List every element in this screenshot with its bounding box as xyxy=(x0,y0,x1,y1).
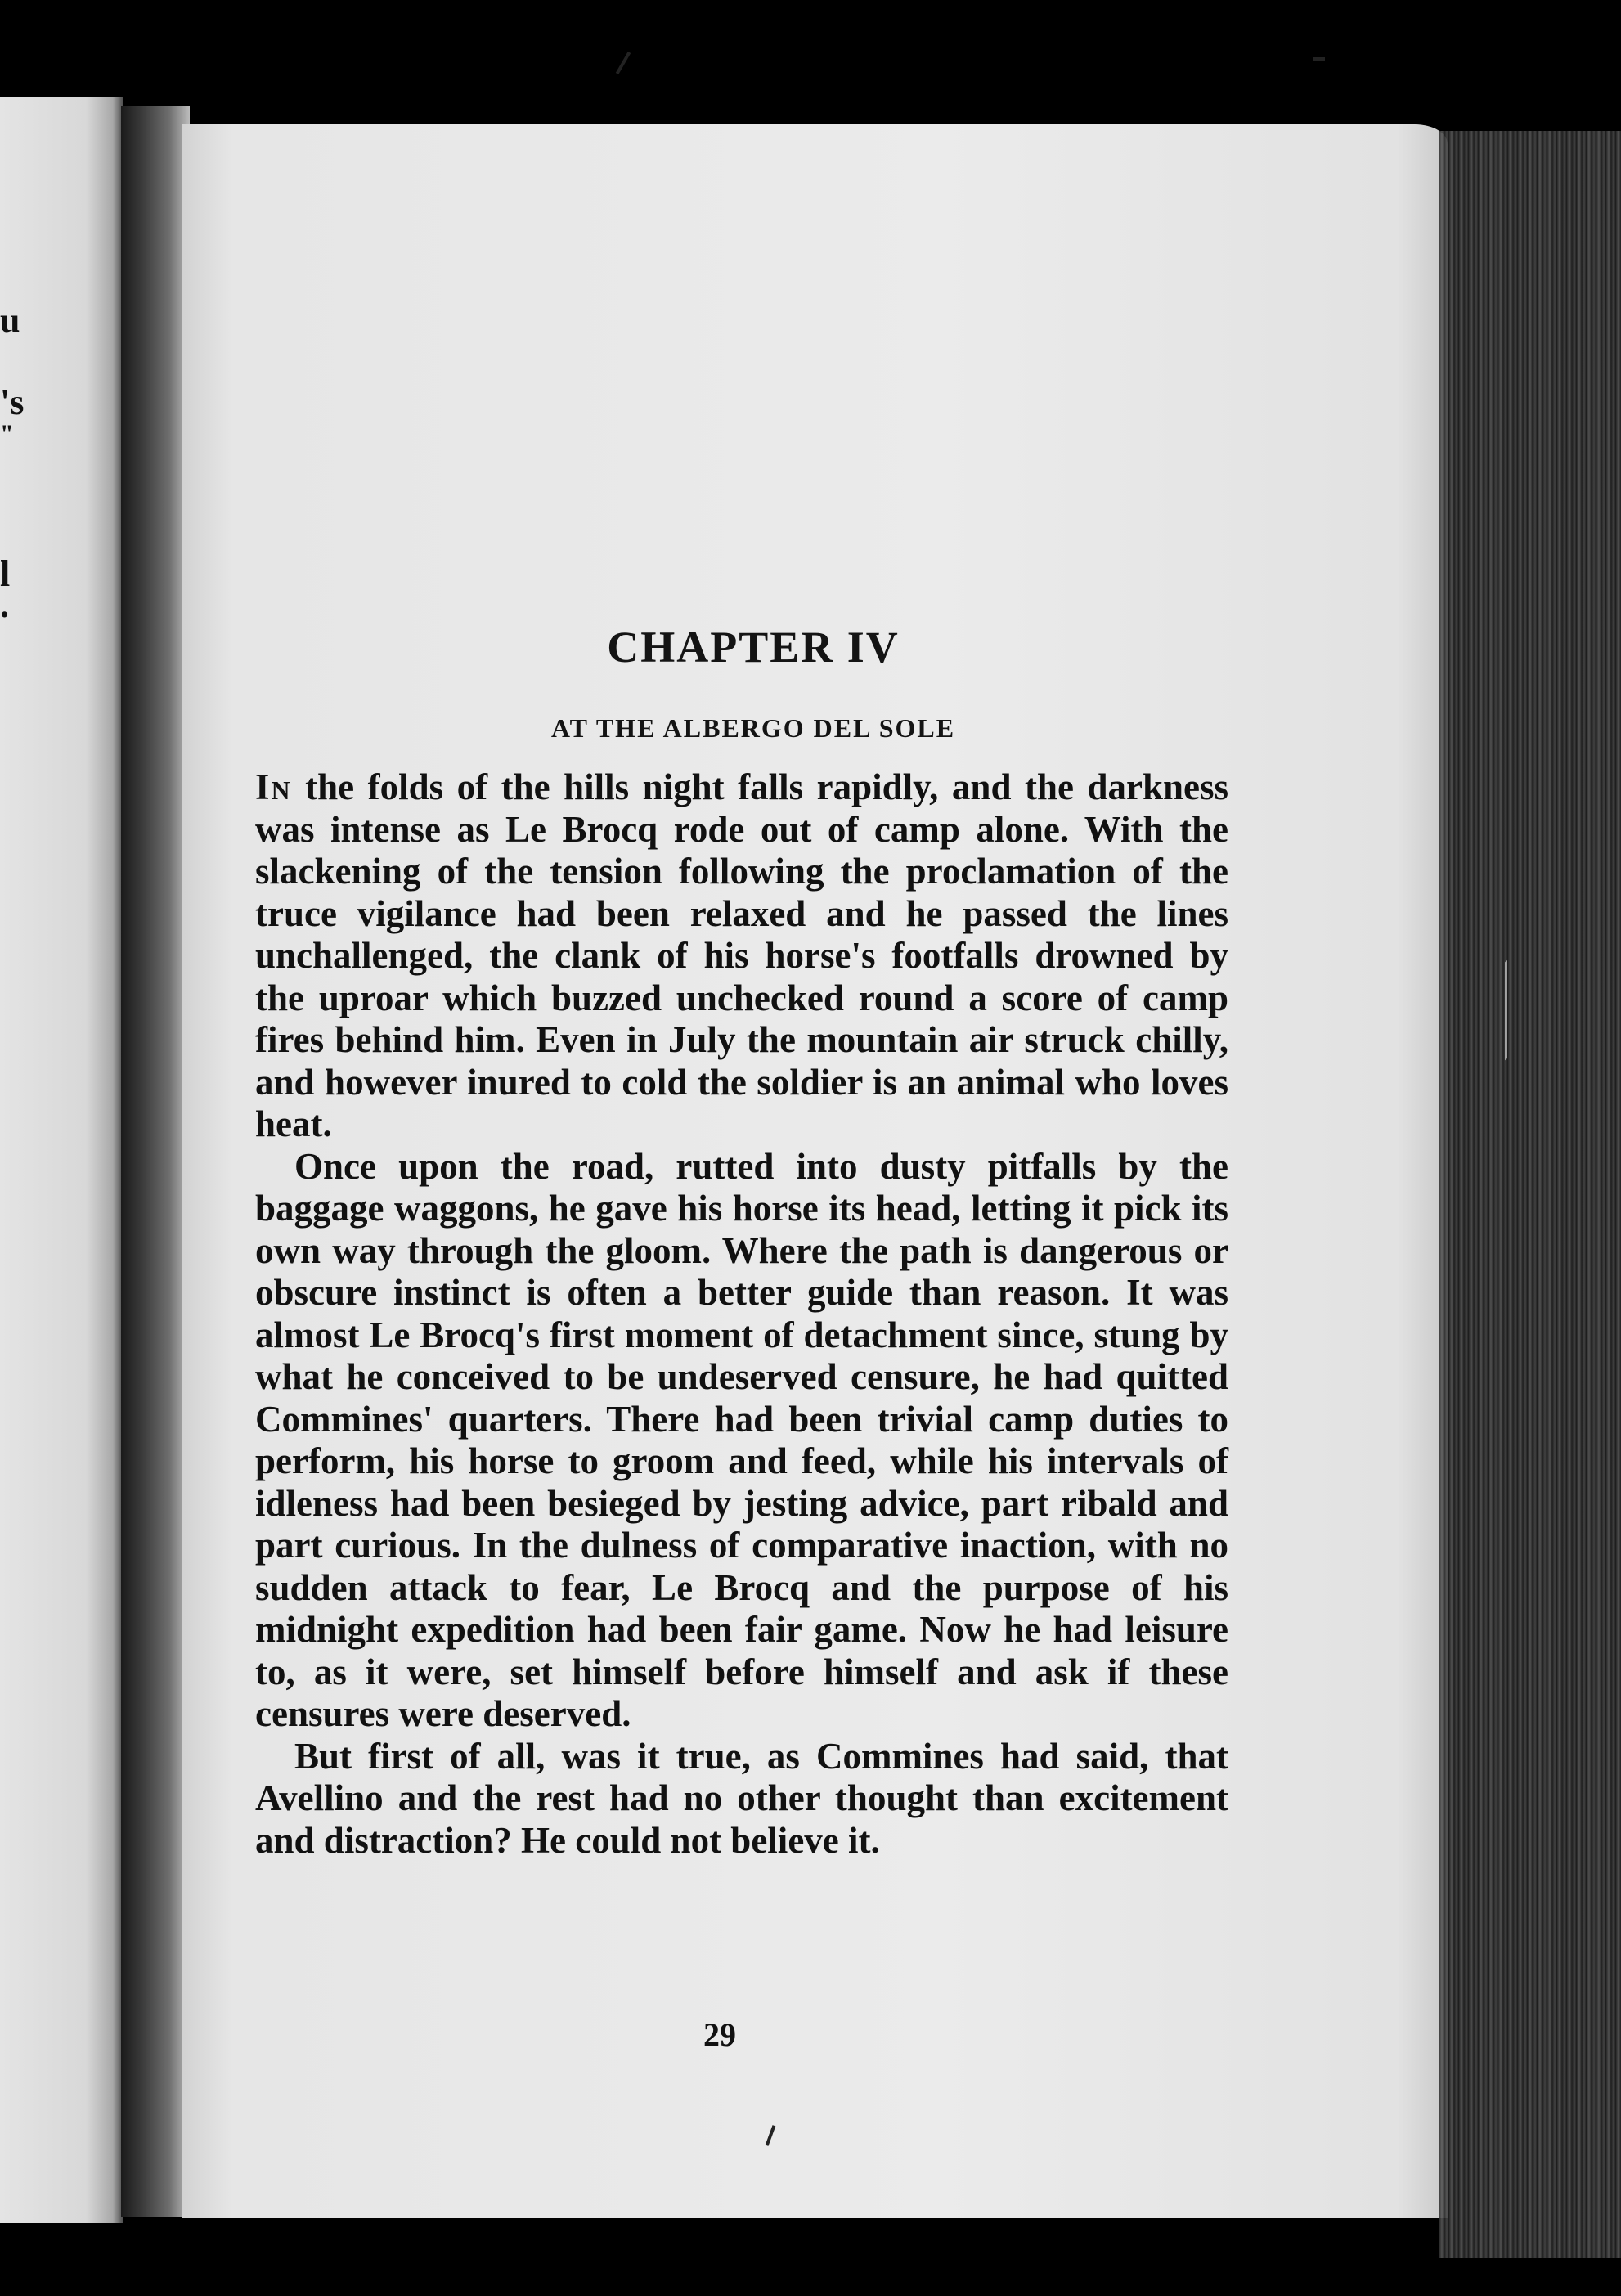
paragraph-lead-word: In xyxy=(255,766,292,807)
chapter-subtitle: AT THE ALBERGO DEL SOLE xyxy=(550,713,956,743)
facing-page-fragment: " xyxy=(0,420,14,447)
page-content xyxy=(255,622,1228,1862)
page-number: 29 xyxy=(703,2016,736,2053)
facing-page-fragment: u xyxy=(0,300,20,340)
page-block-edge xyxy=(1439,131,1621,2258)
book-gutter-shadow xyxy=(121,106,190,2217)
facing-page-fragment: l xyxy=(0,554,11,594)
facing-page-fragment: . xyxy=(0,585,9,625)
facing-page-edge xyxy=(0,97,123,2223)
body-paragraph xyxy=(255,766,1228,1146)
scan-speck xyxy=(616,52,631,74)
body-paragraph: But first of all, was it true, as Commines had said, that Avellino and the rest had no other thought than excitement and distraction? He could not believe it. xyxy=(255,1735,1228,1861)
paragraph-text: the folds of the hills night falls rapidly, and the darkness was intense as Le Brocq rode out of camp alone. With the slackening of the tension following the proclamation of the truce vigilance had been relaxed and he passed the lines unchallenged, the clank of his horse's footfalls drowned by the uproar which buzzed unchecked round a score of camp fires behind him. Even in July the mountain air struck chilly, and however inured to cold the soldier is an animal who loves heat. xyxy=(255,766,1228,1144)
facing-page-fragment: 's xyxy=(0,382,25,422)
chapter-title: CHAPTER IV xyxy=(607,622,900,672)
body-paragraph: Once upon the road, rutted into dusty pitfalls by the baggage waggons, he gave his horse its head, letting it pick its own way through the gloom. Where the path is dangerous or obscure instinct is often a better guide than reason. It was almost Le Brocq's first moment of detachment since, stung by what he conceived to be undeserved censure, he had quitted Commines' quarters. There had been trivial camp duties to perform, his horse to groom and feed, while his intervals of idleness had been besieged by jesting advice, part ribald and part curious. In the dulness of comparative inaction, with no sudden attack to fear, Le Brocq and the purpose of his midnight expedition had been fair game. Now he had leisure to, as it were, set himself before himself and ask if these censures were deserved. xyxy=(255,1145,1228,1734)
scan-speck xyxy=(1313,57,1325,61)
